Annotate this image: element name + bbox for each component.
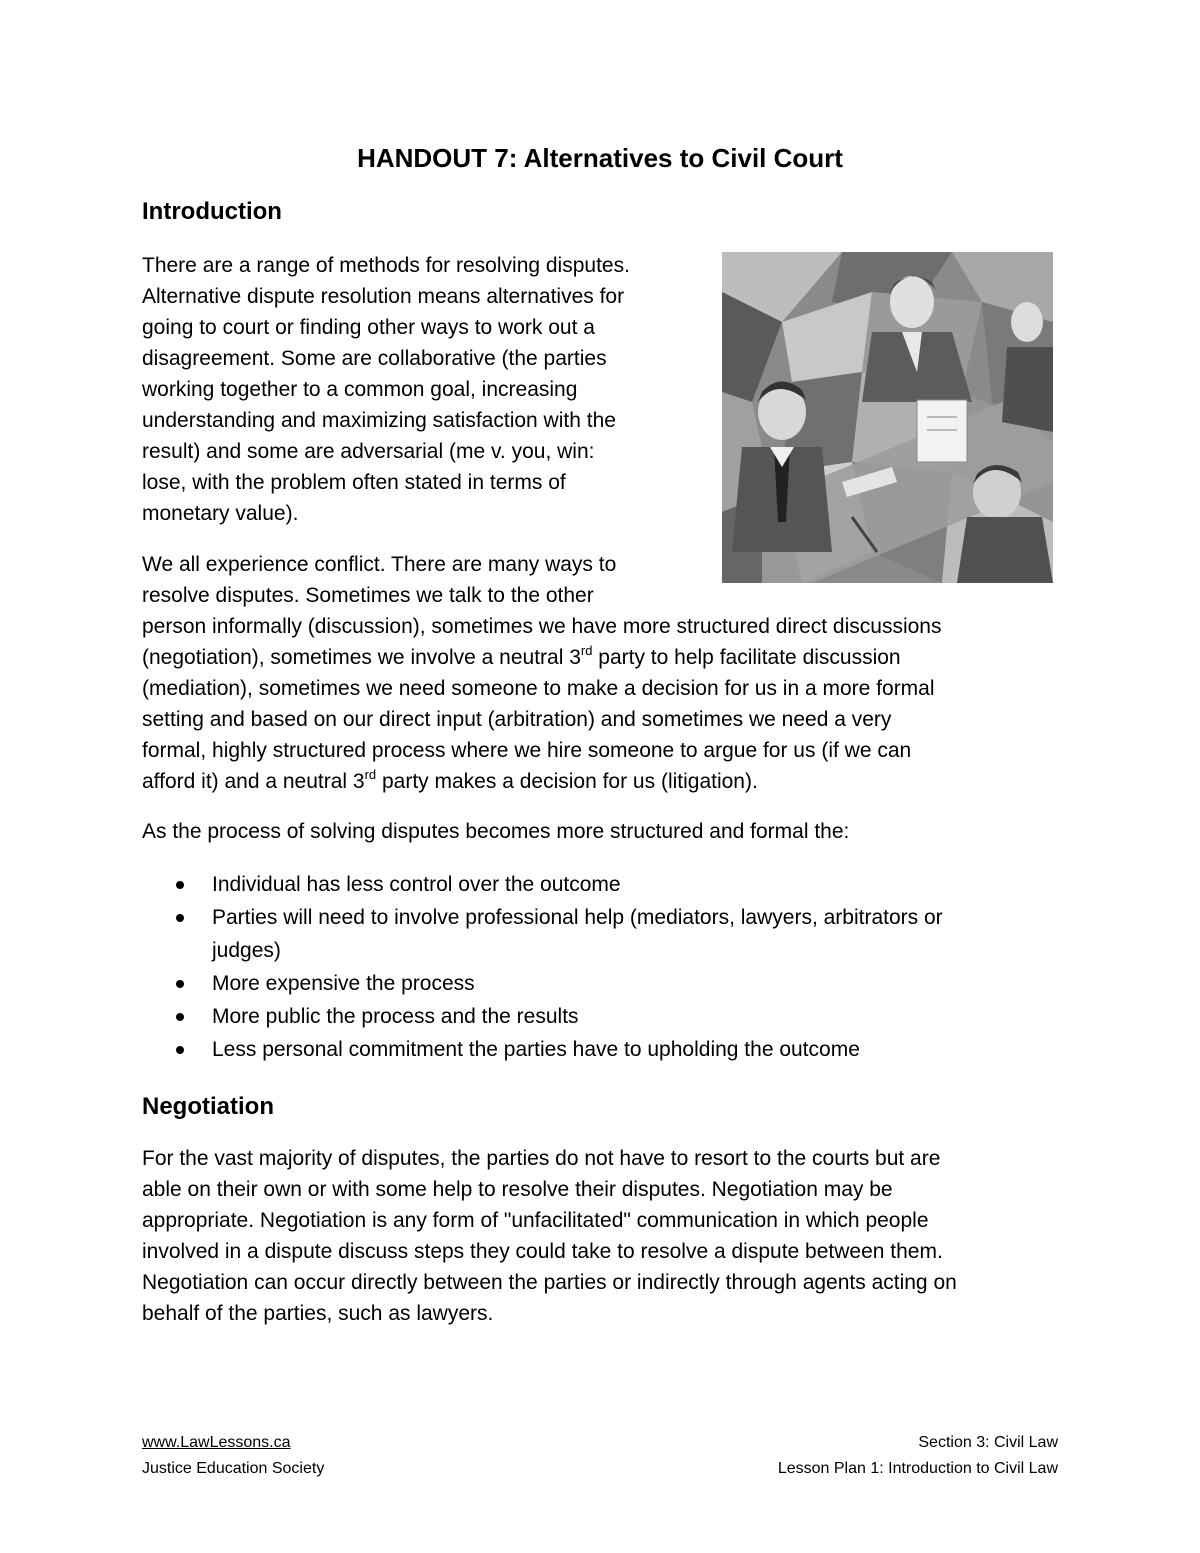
text-segment: (negotiation), sometimes we involve a neutral 3 xyxy=(142,646,581,669)
text-line: (mediation), sometimes we need someone to make a decision for us in a more formal xyxy=(142,677,935,700)
text-line xyxy=(142,766,1062,797)
list-item: Less personal commitment the parties have to upholding the outcome xyxy=(142,1033,1062,1066)
list-item: Individual has less control over the outcome xyxy=(142,868,1062,901)
footer-left xyxy=(142,1430,324,1482)
text-line: lose, with the problem often stated in terms of xyxy=(142,471,566,494)
footer-right xyxy=(778,1430,1058,1482)
negotiation-heading: Negotiation xyxy=(142,1093,274,1120)
text-line: Negotiation can occur directly between the parties or indirectly through agents acting on xyxy=(142,1271,957,1294)
text-line: monetary value). xyxy=(142,502,299,525)
text-line: behalf of the parties, such as lawyers. xyxy=(142,1302,494,1325)
text-line: result) and some are adversarial (me v. you, win: xyxy=(142,440,595,463)
text-line: setting and based on our direct input (arbitration) and sometimes we need a very xyxy=(142,708,892,731)
text-line: For the vast majority of disputes, the parties do not have to resort to the courts but are xyxy=(142,1147,941,1170)
footer-section: Section 3: Civil Law xyxy=(918,1434,1058,1451)
text-segment: afford it) and a neutral 3 xyxy=(142,770,365,793)
list-item: More public the process and the results xyxy=(142,1000,1062,1033)
negotiation-paragraph xyxy=(142,1143,1062,1329)
text-line: disagreement. Some are collaborative (the parties xyxy=(142,347,607,370)
text-line: We all experience conflict. There are many ways to xyxy=(142,553,617,576)
text-line: involved in a dispute discuss steps they could take to resolve a dispute between them. xyxy=(142,1240,943,1263)
list-item: More expensive the process xyxy=(142,967,1062,1000)
text-line: working together to a common goal, increasing xyxy=(142,378,578,401)
outcome-bullet-list xyxy=(142,868,1062,1066)
text-line: Alternative dispute resolution means alternatives for xyxy=(142,285,625,308)
text-line: There are a range of methods for resolving disputes. xyxy=(142,254,630,277)
introduction-heading: Introduction xyxy=(142,198,282,225)
list-item-continuation: judges) xyxy=(212,939,281,962)
ordinal-suffix: rd xyxy=(364,767,377,782)
text-line: As the process of solving disputes becomes more structured and formal the: xyxy=(142,820,850,843)
page-title: HANDOUT 7: Alternatives to Civil Court xyxy=(357,143,843,173)
meeting-illustration xyxy=(722,252,1053,583)
intro-paragraph-2 xyxy=(142,549,1062,797)
list-item: Parties will need to involve professional help (mediators, lawyers, arbitrators or judges) xyxy=(142,901,1062,967)
text-line xyxy=(142,642,1062,673)
text-line: resolve disputes. Sometimes we talk to the other xyxy=(142,584,594,607)
text-segment: party to help facilitate discussion xyxy=(592,646,901,669)
text-line: appropriate. Negotiation is any form of "unfacilitated" communication in which people xyxy=(142,1209,929,1232)
ordinal-suffix: rd xyxy=(580,643,593,658)
text-segment: party makes a decision for us (litigation). xyxy=(376,770,758,793)
footer-organization: Justice Education Society xyxy=(142,1460,325,1477)
text-line: understanding and maximizing satisfaction with the xyxy=(142,409,616,432)
text-line: person informally (discussion), sometimes we have more structured direct discussions xyxy=(142,615,942,638)
intro-paragraph-3 xyxy=(142,816,1062,847)
text-line: going to court or finding other ways to work out a xyxy=(142,316,595,339)
lawlessons-link[interactable]: www.LawLessons.ca xyxy=(142,1434,291,1451)
footer-lesson: Lesson Plan 1: Introduction to Civil Law xyxy=(777,1460,1058,1477)
text-line: formal, highly structured process where we hire someone to argue for us (if we can xyxy=(142,739,912,762)
text-line: able on their own or with some help to resolve their disputes. Negotiation may be xyxy=(142,1178,893,1201)
